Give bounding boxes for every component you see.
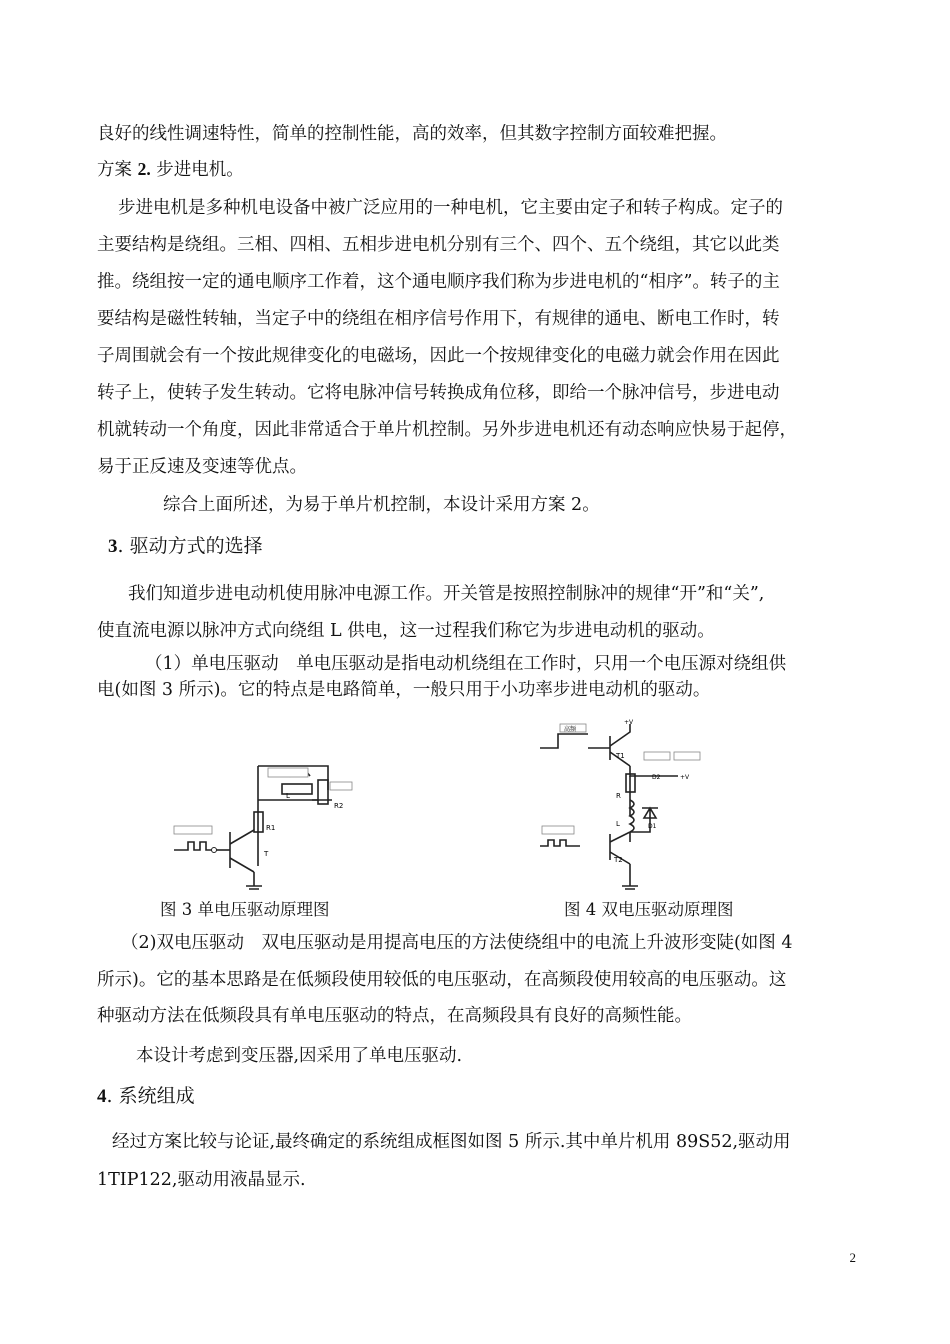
paragraph-line: 要结构是磁性转轴，当定子中的绕组在相序信号作用下，有规律的通电、断电工作时，转 <box>97 309 780 329</box>
paragraph-line: 转子上，使转子发生转动。它将电脉冲信号转换成角位移，即给一个脉冲信号，步进电动 <box>97 383 780 403</box>
paragraph-line: 使直流电源以脉冲方式向绕组 L 供电，这一过程我们称它为步进电动机的驱动。 <box>97 621 715 641</box>
paragraph-line: 种驱动方法在低频段具有单电压驱动的特点，在高频段具有良好的高频性能。 <box>97 1006 692 1026</box>
fig3-label-r2: R2 <box>334 802 344 810</box>
paragraph-line: 良好的线性调速特性，简单的控制性能，高的效率，但其数字控制方面较难把握。 <box>97 124 727 144</box>
fig4-label-d1: D1 <box>648 823 657 830</box>
paragraph-line: 经过方案比较与论证,最终确定的系统组成框图如图 5 所示.其中单片机用 89S52,驱动用 <box>112 1132 791 1152</box>
fig4-label-l: L <box>616 820 620 828</box>
fig4-label-t2: T2 <box>614 856 623 864</box>
heading-text: . 驱动方式的选择 <box>117 535 263 557</box>
fig3-label-t: T <box>264 850 269 858</box>
scheme2-number: 2. <box>137 159 151 179</box>
paragraph-line: 我们知道步进电动机使用脉冲电源工作。开关管是按照控制脉冲的规律“开”和“关”, <box>128 584 765 604</box>
paragraph-line: 主要结构是绕组。三相、四相、五相步进电机分别有三个、四个、五个绕组，其它以此类 <box>97 235 780 255</box>
fig3-label-r1: R1 <box>266 824 276 832</box>
fig4-label-plusv: +V <box>624 719 634 726</box>
scheme2-label <box>97 157 244 182</box>
fig4-label-t1: T1 <box>616 752 625 760</box>
figure-3-caption: 图 3 单电压驱动原理图 <box>160 900 330 919</box>
paragraph-line: 推。绕组按一定的通电顺序工作着，这个通电顺序我们称为步进电机的“相序”。转子的主 <box>97 272 780 292</box>
fig4-label-r: R <box>616 792 621 800</box>
paragraph-line: 综合上面所述，为易于单片机控制，本设计采用方案 2。 <box>163 495 600 515</box>
paragraph-line: 本设计考虑到变压器,因采用了单电压驱动. <box>136 1046 463 1066</box>
paragraph-line: 子周围就会有一个按此规律变化的电磁场，因此一个按规律变化的电磁力就会作用在因此 <box>97 346 780 366</box>
paragraph-line: （1）单电压驱动 单电压驱动是指电动机绕组在工作时，只用一个电压源对绕组供 <box>145 654 787 674</box>
fig4-label-plusv2: +V <box>680 774 690 781</box>
fig3-label-l: L <box>286 792 290 800</box>
heading-text: . 系统组成 <box>106 1085 195 1107</box>
scheme2-suffix: 步进电机。 <box>150 160 244 180</box>
section-heading-3 <box>108 533 263 560</box>
scheme2-prefix: 方案 <box>97 160 138 180</box>
heading-number: 4 <box>97 1086 107 1107</box>
paragraph-line: 机就转动一个角度，因此非常适合于单片机控制。另外步进电机还有动态响应快易于起停， <box>97 420 797 440</box>
paragraph-line: 易于正反速及变速等优点。 <box>97 457 307 477</box>
paragraph-line: 1TIP122,驱动用液晶显示. <box>97 1170 306 1190</box>
figure-4-caption: 图 4 双电压驱动原理图 <box>564 900 734 919</box>
heading-number: 3 <box>108 536 118 557</box>
paragraph-line: （2)双电压驱动 双电压驱动是用提高电压的方法使绕组中的电流上升波形变陡(如图 4 <box>121 933 793 953</box>
section-heading-4 <box>97 1083 195 1110</box>
page-number: 2 <box>849 1250 856 1265</box>
paragraph-line: 所示)。它的基本思路是在低频段使用较低的电压驱动，在高频段使用较高的电压驱动。这 <box>97 970 787 990</box>
paragraph-line: 步进电机是多种机电设备中被广泛应用的一种电机，它主要由定子和转子构成。定子的 <box>118 198 783 218</box>
fig4-label-high: 高频 <box>564 726 577 733</box>
figure-4-circuit <box>530 716 710 891</box>
fig4-label-d2: D2 <box>652 774 661 781</box>
paragraph-line: 电(如图 3 所示)。它的特点是电路简单，一般只用于小功率步进电动机的驱动。 <box>97 680 711 700</box>
figure-3-circuit <box>170 760 370 890</box>
